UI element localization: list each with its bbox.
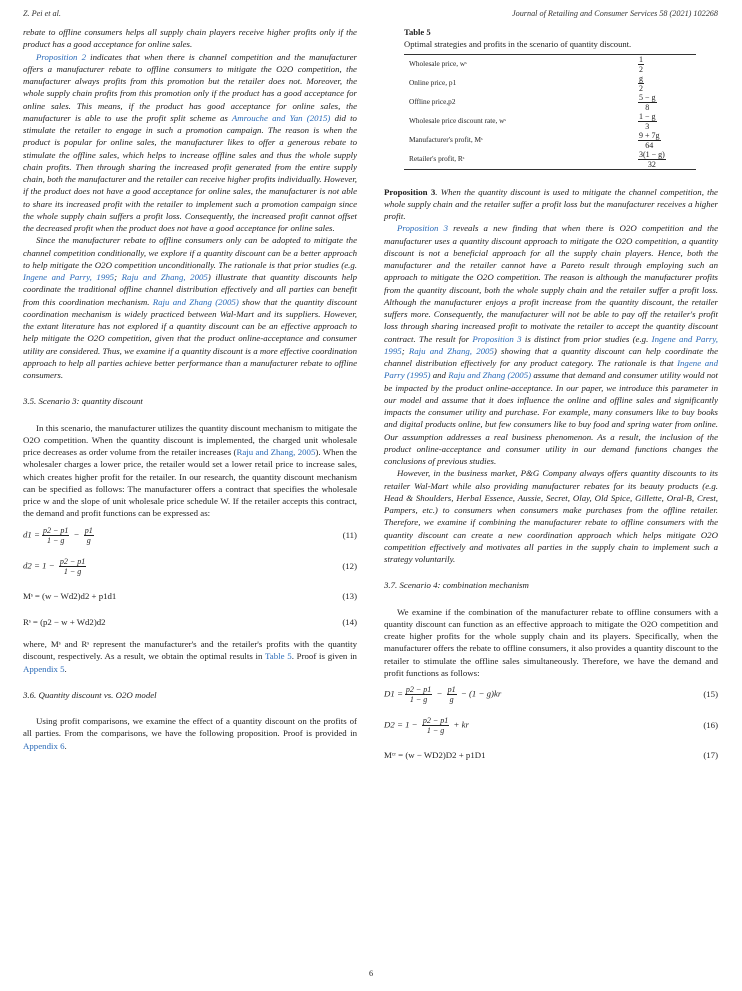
frac-num: p2 − p1 [59,556,86,566]
citation-link[interactable]: Raju and Zhang (2005) [448,370,532,381]
eq-lhs: D2 = 1 − [384,719,420,730]
table-row [404,131,696,150]
text-run: Since the manufacturer rebate to offline consumers only can be adopted to mitigate the channel competition conditionally, we explore if a quantity discount can be a better approach to help mitigate the O2O competition unconditionally. The rationale is that prior studies (e.g. [23,235,357,270]
text-run: In this scenario, the manufacturer utilizes the quantity discount mechanism to mitigate the O2O competition. When the quantity discount is implemented, the charged unit wholesale price decreases as order volume from the retailer increases ( [23,422,357,457]
text-run: ) illustrate that quantity discounts help coordinate the traditional offline channel distribution effectively and all parties can benefit from this coordination mechanism. [23,272,358,307]
frac-den: 2 [639,83,643,93]
table-5 [404,26,718,51]
paragraph: We examine if the combination of the manufacturer rebate to offline consumers with a quantity discount can function as an effective approach to mitigate the O2O competition and create higher profits for the whole supply chain and its players. Specifically, when the manufacturer offers the rebate to offline consumers, it also provides a quantity discount to the retailer to stimulate the offline sales simultaneously. Therefore, we have the demand and profit functions as follows: [384,606,718,678]
journal-citation: Journal of Retailing and Consumer Services 58 (2021) 102268 [511,9,718,18]
row-value [636,54,696,74]
running-author: Z. Pei et al. [23,9,61,18]
text-run: where, Mˢ and Rˢ represent the manufacturer's and the retailer's profits with the quantity discount, respectively. As a result, we obtain the optimal results in [23,639,357,662]
paragraph [23,422,357,520]
section-heading: 3.5. Scenario 3: quantity discount [23,396,143,407]
citation-link[interactable]: Ingene and Parry, 1995 [23,272,115,282]
table-row [404,93,696,112]
frac-num: p2 − p1 [422,716,449,725]
row-label: Retailer's profit, Rˢ [404,150,636,170]
paragraph [23,638,357,675]
text-run: . [64,740,67,751]
citation-link[interactable]: Ingene and Parry (1995) [384,358,718,381]
equation-13 [23,590,357,602]
citation-link[interactable]: Raju and Zhang, 2005 [408,345,494,356]
eq-lhs: d1 = [23,529,40,540]
frac-num: p2 − p1 [405,685,432,694]
citation-link[interactable]: Ingene and Parry, 1995 [384,333,718,356]
text-run: . Proof is given in [291,651,357,662]
citation-link[interactable]: Raju and Zhang (2005) [152,296,239,307]
eq-tail: − (1 − g)kr [458,688,502,699]
text-run: reveals a new finding that when there is O2O competition and the manufacturer uses a quantity discount approach to mitigate the O2O competition, a quantity discount is not a beneficial approach for all the supply chain players. Hence, both the manufacturer and the retailer cannot have a Pareto result through employing such an approach to mitigate the O2O competition. The reason is although the manufacturer profits from the quantity discount, both the whole supply chain and the retailer suffer a profit loss. Although the manufacturer enjoys a profit increase from the quantity discount, the retailer suffers more. Consequently, the manufacturer will not be able to pay off the retailer's profit loss through sharing increased profit to motivate the retailer to accept the quantity discount contract. The result for [384,223,718,344]
equation-number: (17) [703,750,718,760]
frac-den: 1 − g [426,726,445,735]
table-ref-link[interactable]: Table 5 [265,651,292,662]
equation-number: (13) [342,590,357,601]
frac-den: 32 [647,159,656,169]
paragraph [23,51,357,235]
eq-body: Mᶜʳ = (w − WD2)D2 + p1D1 [384,750,486,760]
text-run: . [64,663,67,674]
paragraph [23,715,357,752]
appendix-link[interactable]: Appendix 5 [23,663,65,674]
equation-17 [384,749,718,761]
cross-ref-link[interactable]: Proposition 3 [472,333,522,344]
table-title: Table 5 [404,27,431,37]
frac-num: g [639,73,643,83]
citation-link[interactable]: Amrouche and Yan (2015) [231,112,331,123]
row-value [636,150,696,170]
section-heading: 3.6. Quantity discount vs. O2O model [23,689,157,700]
table-row [404,112,696,131]
text-run: assume that demand and consumer utility would not be impacted by the product online-acceptance. In our paper, we introduce this parameter in our model and assume that it does influence the online and offline sales and significantly impacts the consumer utility and purchase. For example, many consumers like to buy books and digital products online, but few consumers like to buy food and spring water from online. Our assumption addresses a real business phenomenon. As a result, the inclusion of the product online-acceptance and consumer utility in our demand functions changes the conclusions of previous studies. [384,370,718,466]
frac-den: 2 [639,64,643,74]
eq-tail: + kr [451,719,469,730]
row-label: Online price, p1 [409,77,457,87]
text-run: Using profit comparisons, we examine the effect of a quantity discount on the profits of all parties. From the comparisons, we have the following proposition. Proof is provided in [23,716,357,739]
paragraph [384,222,718,467]
row-label: Wholesale price discount rate, wˢ [409,115,506,125]
equation-number: (16) [703,720,718,731]
eq-op: − [71,529,82,540]
frac-den: 8 [645,102,650,112]
table-caption: Optimal strategies and profits in the scenario of quantity discount. [404,39,632,50]
frac-den: 3 [645,121,650,131]
row-value [636,93,696,112]
citation-link[interactable]: Raju and Zhang, 2005 [121,272,208,282]
cross-ref-link[interactable]: Proposition 2 [36,51,86,62]
equation-number: (12) [342,560,357,571]
text-run: ; [114,272,122,282]
text-run: did to stimulate the retailer to engage in such a promotion campaign. The reason is when the product is popular for online sales, the manufacturer likes to offer a generous rebate to stimulate the offline sales, which helps to increase offline sales and thus the whole supply chain profits. Then through sharing the increased profit generated from the entire supply chain, both the manufacturer and the retailer can receive higher profits individually. However, if the product does not have a good acceptance for online sales, the manufacturer is not able to share its increased profit with the retailer to implement such a promotion campaign since the whole supply chain suffers a profit loss. Consequently, the increased profit cannot offset the decreased profit when the product does not have a good acceptance for online sales. [23,112,357,233]
equation-11 [23,526,357,545]
equation-14 [23,616,357,628]
page-number: 6 [368,969,374,978]
table-row [404,74,696,93]
citation-link[interactable]: Raju and Zhang, 2005 [236,447,316,457]
frac-num: 1 [639,54,643,64]
eq-op: − [434,688,445,699]
frac-den: 1 − g [63,566,82,576]
right-column [384,26,718,761]
row-value [636,112,696,131]
frac-den: 1 − g [409,695,428,704]
appendix-link[interactable]: Appendix 6 [23,740,65,751]
row-label: Wholesale price, wˢ [404,54,636,74]
text-run: . When the quantity discount is used to mitigate the channel competition, the whole supply chain and the retailer suffer a profit loss but the manufacturer receives a higher profit. [384,186,718,221]
equation-16 [384,716,718,735]
eq-body: Mˢ = (w − Wd2)d2 + p1d1 [23,590,117,601]
table-row [404,54,696,74]
row-label: Offline price,p2 [409,96,456,106]
paragraph [23,234,357,381]
text-run: ) showing that a quantity discount can help coordinate the channel distribution effectively for any product category. The rationale is that [384,345,718,368]
frac-num: 3(1 − g) [639,149,665,159]
frac-num: 5 − g [639,92,656,102]
text-run: ; [401,345,409,356]
frac-den: 64 [645,140,654,150]
text-run: and [430,370,449,381]
paragraph: However, in the business market, P&G Company always offers quantity discounts to its retailer Wal-Mart while also providing manufacturer rebates for its beauty products (e.g. Head & Shoulders, Herbal Essence, Aussie, Secret, Olay, Old Spice, Gillette, Oral-B, Crest, Pampers, etc.) to consumers when consumers make purchases from the offline retailer. Therefore, we examine if combining the manufacturer rebate to offline consumers with the quantity discount can create a new coordination approach which helps mitigate O2O competition effectively and motivates all parties in the supply chain to implement such a strategy voluntarily. [384,468,718,564]
row-label: Manufacturer's profit, Mˢ [409,134,483,144]
paragraph: rebate to offline consumers helps all supply chain players receive higher profits only if the product has a good acceptance for online sales. [23,27,357,50]
equation-number: (11) [342,529,357,540]
equation-15 [384,685,718,704]
frac-den: g [86,535,91,545]
equation-number: (14) [342,616,357,627]
cross-ref-link[interactable]: Proposition 3 [397,223,449,234]
eq-lhs: D1 = [384,688,403,699]
proposition-label: Proposition 3 [384,186,436,197]
left-column [23,26,357,752]
text-run: ). When the wholesaler charges a lower price, the retailer would set a lower retail price to increase sales, which creates higher profit for the retailer. In our research, the quantity discount mechanism can be specified as follows: The manufacturer offers a contract that specifies the wholesale price w and the slope of unit wholesale price schedule W. If the retailer accepts this contract, the demand and profit functions can be expressed as: [23,447,357,519]
text-run: show that the quantity discount coordination mechanism is widely practiced between Wal-Mart and its suppliers. However, the extant literature has not explored if a quantity discount can be an effective approach to help mitigate the O2O competition, given that the product online-acceptance and consumer utility are considered. Thus, we examine if a quantity discount is a more effective coordination approach to help all parties achieve better performance than a manufacturer rebate to offline consumers. [23,296,357,380]
frac-num: 1 − g [639,111,656,121]
table-row [404,150,696,170]
text-run: is distinct from prior studies (e.g. [521,333,652,344]
row-value [636,131,696,150]
frac-num: p2 − p1 [42,525,69,535]
table-5-grid [404,54,696,170]
section-heading: 3.7. Scenario 4: combination mechanism [384,580,529,591]
frac-num: p1 [447,685,456,694]
frac-num: 9 + 7g [639,130,660,140]
proposition-3 [384,186,718,223]
eq-lhs: d2 = 1 − [23,560,57,571]
frac-num: p1 [84,525,93,535]
equation-12 [23,557,357,576]
eq-body: Rˢ = (p2 − w + Wd2)d2 [23,616,106,627]
frac-den: 1 − g [46,535,65,545]
equation-number: (15) [703,689,718,700]
row-value [636,74,696,93]
frac-den: g [449,695,454,704]
text-run: indicates that when there is channel competition and the manufacturer offers a manufacturer rebate to offline consumers to mitigate the O2O competition, the manufacturer always profits from this promotion but the retailer does not. Moreover, the whole supply chain profits from this promotion only if the product has a good acceptance for online sales. This means, if the product has good acceptance for online sales, the manufacturer is able to use the profit split scheme as [23,51,358,123]
